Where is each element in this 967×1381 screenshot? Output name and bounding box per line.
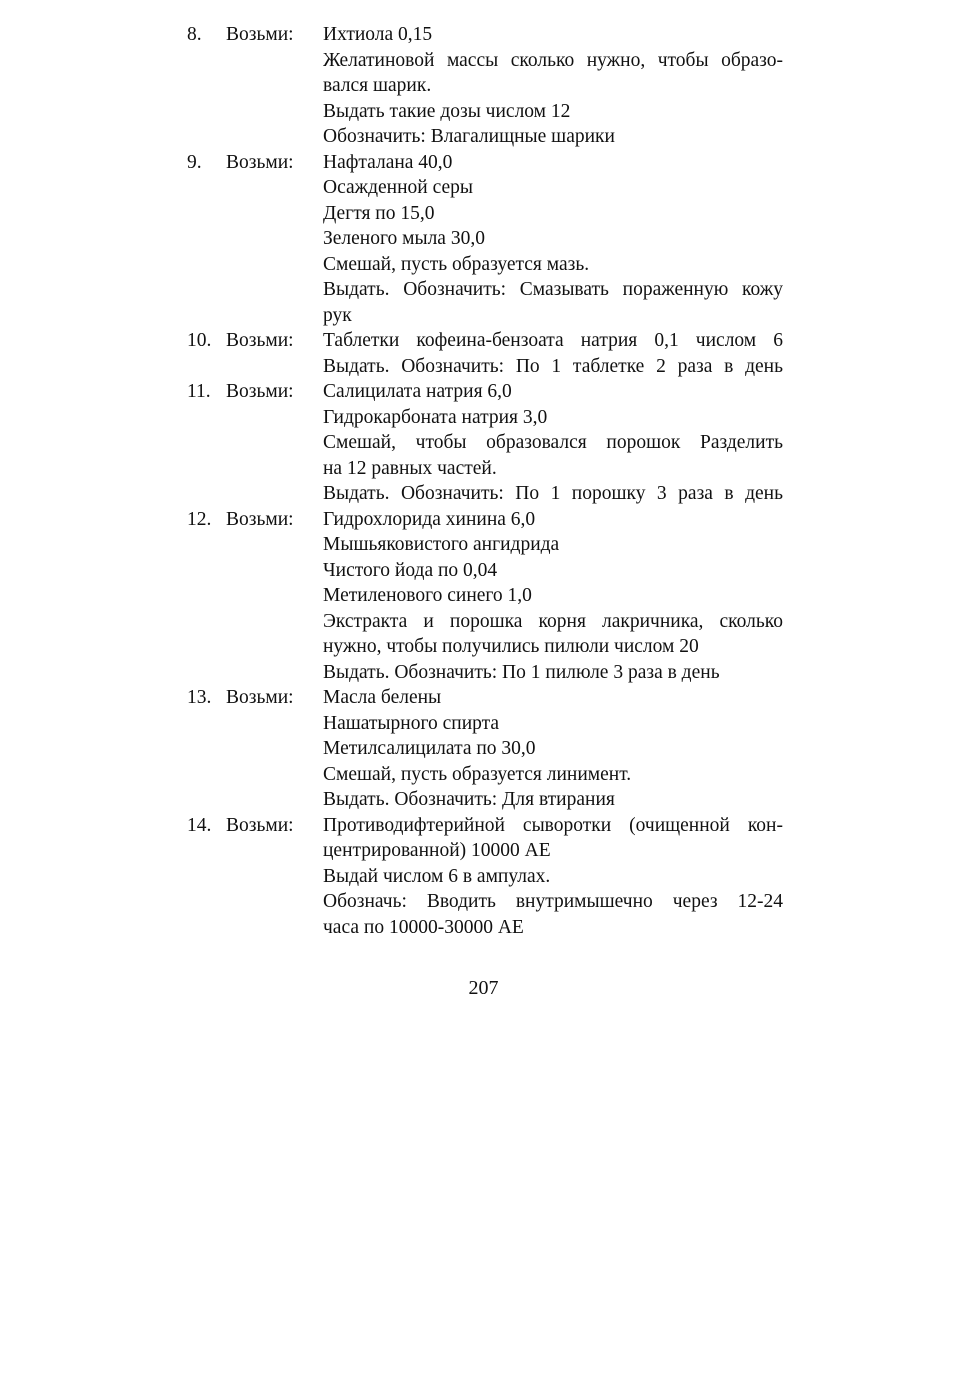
entry-verb: Возьми:	[226, 814, 294, 836]
entry-verb: Возьми:	[226, 330, 294, 351]
entry-line: Выдать. Обозначить: Смазывать пораженную кожу	[323, 279, 783, 300]
entry-line: Выдать. Обозначить: По 1 порошку 3 раза в день	[323, 483, 783, 504]
prescription-entry	[0, 150, 967, 329]
entry-line: Зеленого мыла 30,0	[323, 228, 485, 249]
entry-lines	[323, 813, 783, 941]
entry-line: Смешай, чтобы образовался порошок Разделить	[323, 432, 783, 453]
entry-line: Выдать такие дозы числом 12	[323, 100, 571, 122]
entry-lines	[323, 328, 783, 379]
entry-line: Обозначить: Влагалищные шарики	[323, 126, 615, 147]
document-page	[0, 22, 967, 940]
entry-line: Смешай, пусть образуется мазь.	[323, 253, 590, 275]
entry-line: Нафталана 40,0	[323, 151, 453, 173]
entry-line: Выдать. Обозначить: По 1 пилюле 3 раза в день	[323, 661, 720, 683]
entry-line: рук	[323, 304, 352, 326]
entry-line: вался шарик.	[323, 75, 432, 96]
entry-lines	[323, 379, 783, 507]
entry-line: Метилсалицилата по 30,0	[323, 738, 536, 759]
entry-line: Выдать. Обозначить: По 1 таблетке 2 раза в день	[323, 355, 783, 377]
entry-lines	[323, 685, 783, 813]
entry-line: центрированной) 10000 АЕ	[323, 840, 551, 861]
entry-lines	[323, 22, 783, 150]
entry-line: Гидрокарбоната натрия 3,0	[323, 406, 548, 428]
prescription-entry	[0, 507, 967, 686]
entry-line: Салицилата натрия 6,0	[323, 381, 512, 402]
entry-line: Мышьяковистого ангидрида	[323, 534, 560, 555]
page-number: 207	[468, 977, 499, 999]
entry-line: Обозначь: Вводить внутримышечно через 12-24	[323, 891, 783, 912]
entry-number: 10.	[187, 330, 212, 351]
entry-number: 8.	[187, 24, 202, 45]
entry-line: Выдай числом 6 в ампулах.	[323, 865, 551, 887]
entry-line: часа по 10000-30000 АЕ	[323, 916, 524, 938]
entry-line: Таблетки кофеина-бензоата натрия 0,1 числом 6	[323, 330, 783, 351]
entry-number: 13.	[187, 687, 212, 708]
entry-line: Ихтиола 0,15	[323, 24, 433, 45]
entry-line: Масла белены	[323, 687, 442, 708]
entry-verb: Возьми:	[226, 151, 294, 173]
entry-verb: Возьми:	[226, 508, 294, 530]
entry-line: Экстракта и порошка корня лакричника, сколько	[323, 610, 783, 632]
entry-number: 14.	[187, 814, 212, 836]
entry-line: Осажденной серы	[323, 177, 474, 198]
entry-line: Гидрохлорида хинина 6,0	[323, 508, 536, 530]
entry-number: 12.	[187, 508, 212, 530]
prescription-entry	[0, 22, 967, 150]
entry-line: Выдать. Обозначить: Для втирания	[323, 789, 615, 810]
prescription-entry	[0, 379, 967, 507]
entry-line: Метиленового синего 1,0	[323, 585, 532, 606]
entry-line: на 12 равных частей.	[323, 457, 497, 479]
entry-line: Нашатырного спирта	[323, 712, 500, 734]
entry-line: Смешай, пусть образуется линимент.	[323, 763, 632, 785]
prescription-entry	[0, 328, 967, 379]
entry-number: 9.	[187, 151, 202, 173]
entry-line: Противодифтерийной сыворотки (очищенной кон-	[323, 814, 783, 836]
entry-line: Чистого йода по 0,04	[323, 559, 498, 581]
prescription-entry	[0, 813, 967, 941]
entry-line: Желатиновой массы сколько нужно, чтобы образо-	[323, 49, 783, 71]
entry-line: нужно, чтобы получились пилюли числом 20	[323, 636, 699, 657]
entry-line: Дегтя по 15,0	[323, 202, 435, 224]
entry-verb: Возьми:	[226, 381, 294, 402]
entry-number: 11.	[187, 381, 211, 402]
entry-lines	[323, 150, 783, 329]
prescription-entry	[0, 685, 967, 813]
entry-verb: Возьми:	[226, 24, 294, 45]
entry-verb: Возьми:	[226, 687, 294, 708]
entry-lines	[323, 507, 783, 686]
